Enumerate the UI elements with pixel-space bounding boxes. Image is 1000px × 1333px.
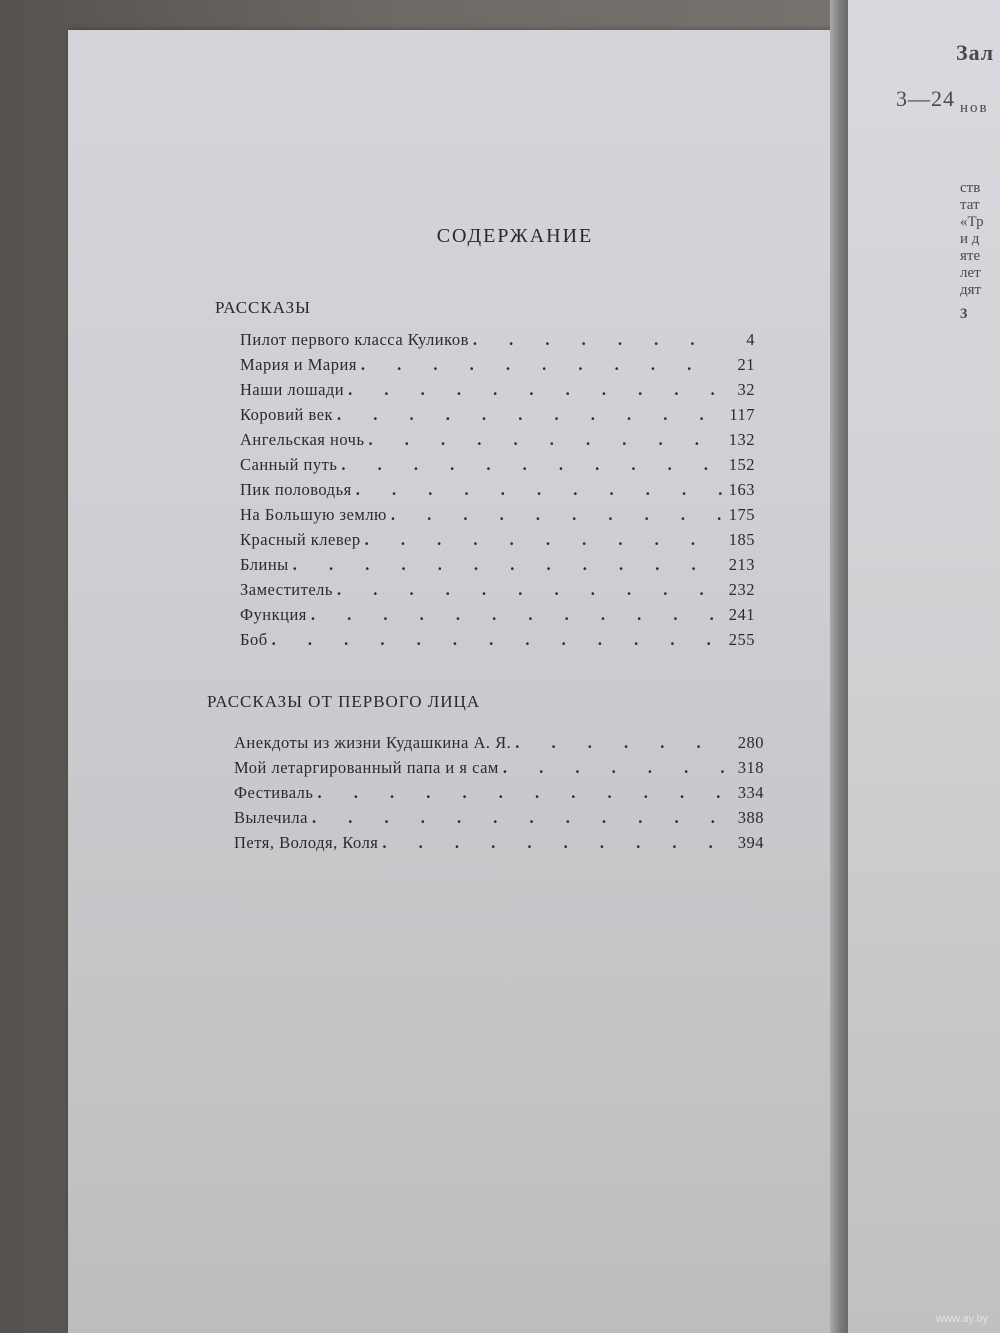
toc-entry-page: 388 — [737, 808, 764, 827]
toc-entry-title: На Большую землю — [240, 505, 387, 524]
toc-entry[interactable] — [240, 480, 755, 505]
toc-entry-title: Заместитель — [240, 580, 333, 599]
section-heading-first-person: РАССКАЗЫ ОТ ПЕРВОГО ЛИЦА — [207, 692, 481, 711]
toc-entry[interactable] — [240, 605, 755, 630]
toc-entry-page: 4 — [746, 330, 755, 349]
toc-entry-title: Блины — [240, 555, 289, 574]
dot-leader — [341, 455, 723, 475]
dot-leader — [311, 605, 723, 625]
toc-entry-title: Красный клевер — [240, 530, 361, 549]
right-page-small-line: «Тр — [960, 214, 984, 230]
toc-entry-title: Боб — [240, 630, 268, 649]
toc-list-stories — [240, 330, 755, 655]
toc-entry-page: 132 — [728, 430, 755, 449]
dot-leader — [317, 783, 732, 803]
toc-entry-page: 175 — [728, 505, 755, 524]
toc-entry-title: Фестиваль — [234, 783, 314, 802]
toc-entry-page: 241 — [728, 605, 755, 624]
toc-entry[interactable] — [240, 530, 755, 555]
toc-entry-title: Функция — [240, 605, 307, 624]
right-page-small-line: лет — [960, 265, 981, 281]
toc-entry-page: 163 — [728, 480, 755, 499]
toc-entry-title: Пик половодья — [240, 480, 352, 499]
toc-entry-title: Коровий век — [240, 405, 334, 424]
right-page-small-line: ств — [960, 180, 981, 196]
toc-entry-title: Ангельская ночь — [240, 430, 365, 449]
toc-title: СОДЕРЖАНИЕ — [436, 225, 594, 247]
book-page-right — [848, 0, 1000, 1333]
toc-entry[interactable] — [234, 758, 764, 783]
dot-leader — [356, 480, 723, 500]
dot-leader — [337, 405, 723, 425]
toc-entry[interactable] — [234, 833, 764, 858]
toc-entry[interactable] — [234, 733, 764, 758]
right-page-small-line: и д — [960, 231, 980, 247]
toc-entry-page: 334 — [737, 783, 764, 802]
toc-entry[interactable] — [240, 630, 755, 655]
toc-entry[interactable] — [234, 783, 764, 808]
section-heading-stories: РАССКАЗЫ — [215, 298, 311, 317]
toc-entry-title: Наши лошади — [240, 380, 345, 399]
toc-entry-title: Мария и Мария — [240, 355, 357, 374]
dot-leader — [391, 505, 723, 525]
toc-entry[interactable] — [240, 330, 755, 355]
toc-entry[interactable] — [240, 405, 755, 430]
dot-leader — [515, 733, 732, 753]
watermark: www.ay.by — [936, 1313, 988, 1325]
right-page-fragment-3: нов — [960, 100, 989, 116]
dot-leader — [361, 355, 723, 375]
toc-entry-title: Мой летаргированный папа и я сам — [234, 758, 499, 777]
toc-entry[interactable] — [240, 505, 755, 530]
dot-leader — [382, 833, 732, 853]
toc-entry-page: 117 — [729, 405, 755, 424]
toc-entry-page: 232 — [728, 580, 755, 599]
toc-entry-page: 394 — [737, 833, 764, 852]
right-page-small-line: яте — [960, 248, 981, 264]
dot-leader — [368, 430, 723, 450]
toc-entry-page: 213 — [728, 555, 755, 574]
toc-list-first-person — [234, 733, 764, 858]
dot-leader — [503, 758, 732, 778]
toc-entry-title: Санный путь — [240, 455, 338, 474]
toc-entry-title: Петя, Володя, Коля — [234, 833, 379, 852]
dot-leader — [312, 808, 732, 828]
dot-leader — [272, 630, 723, 650]
right-page-small-line: тат — [960, 197, 980, 213]
toc-entry-page: 185 — [728, 530, 755, 549]
toc-entry-page: 21 — [737, 355, 755, 374]
toc-entry-page: 255 — [728, 630, 755, 649]
dot-leader — [473, 330, 723, 350]
dot-leader — [348, 380, 723, 400]
toc-entry[interactable] — [240, 580, 755, 605]
toc-entry-page: 32 — [737, 380, 755, 399]
toc-entry-page: 318 — [737, 758, 764, 777]
dot-leader — [337, 580, 723, 600]
right-page-small-line: дят — [960, 282, 982, 298]
toc-entry-title: Анекдоты из жизни Кудашкина А. Я. — [234, 733, 512, 752]
right-page-marker: 3 — [960, 306, 968, 322]
toc-entry-page: 152 — [728, 455, 755, 474]
toc-entry[interactable] — [240, 355, 755, 380]
toc-entry[interactable] — [240, 380, 755, 405]
right-page-fragment-2: 3—24 — [896, 86, 955, 111]
toc-entry[interactable] — [234, 808, 764, 833]
toc-entry-page: 280 — [737, 733, 764, 752]
toc-entry[interactable] — [240, 455, 755, 480]
toc-entry[interactable] — [240, 555, 755, 580]
toc-entry[interactable] — [240, 430, 755, 455]
right-page-fragment-1: Зал — [956, 40, 995, 65]
toc-entry-title: Вылечила — [234, 808, 308, 827]
toc-entry-title: Пилот первого класса Куликов — [240, 330, 469, 349]
dot-leader — [293, 555, 723, 575]
dot-leader — [365, 530, 723, 550]
